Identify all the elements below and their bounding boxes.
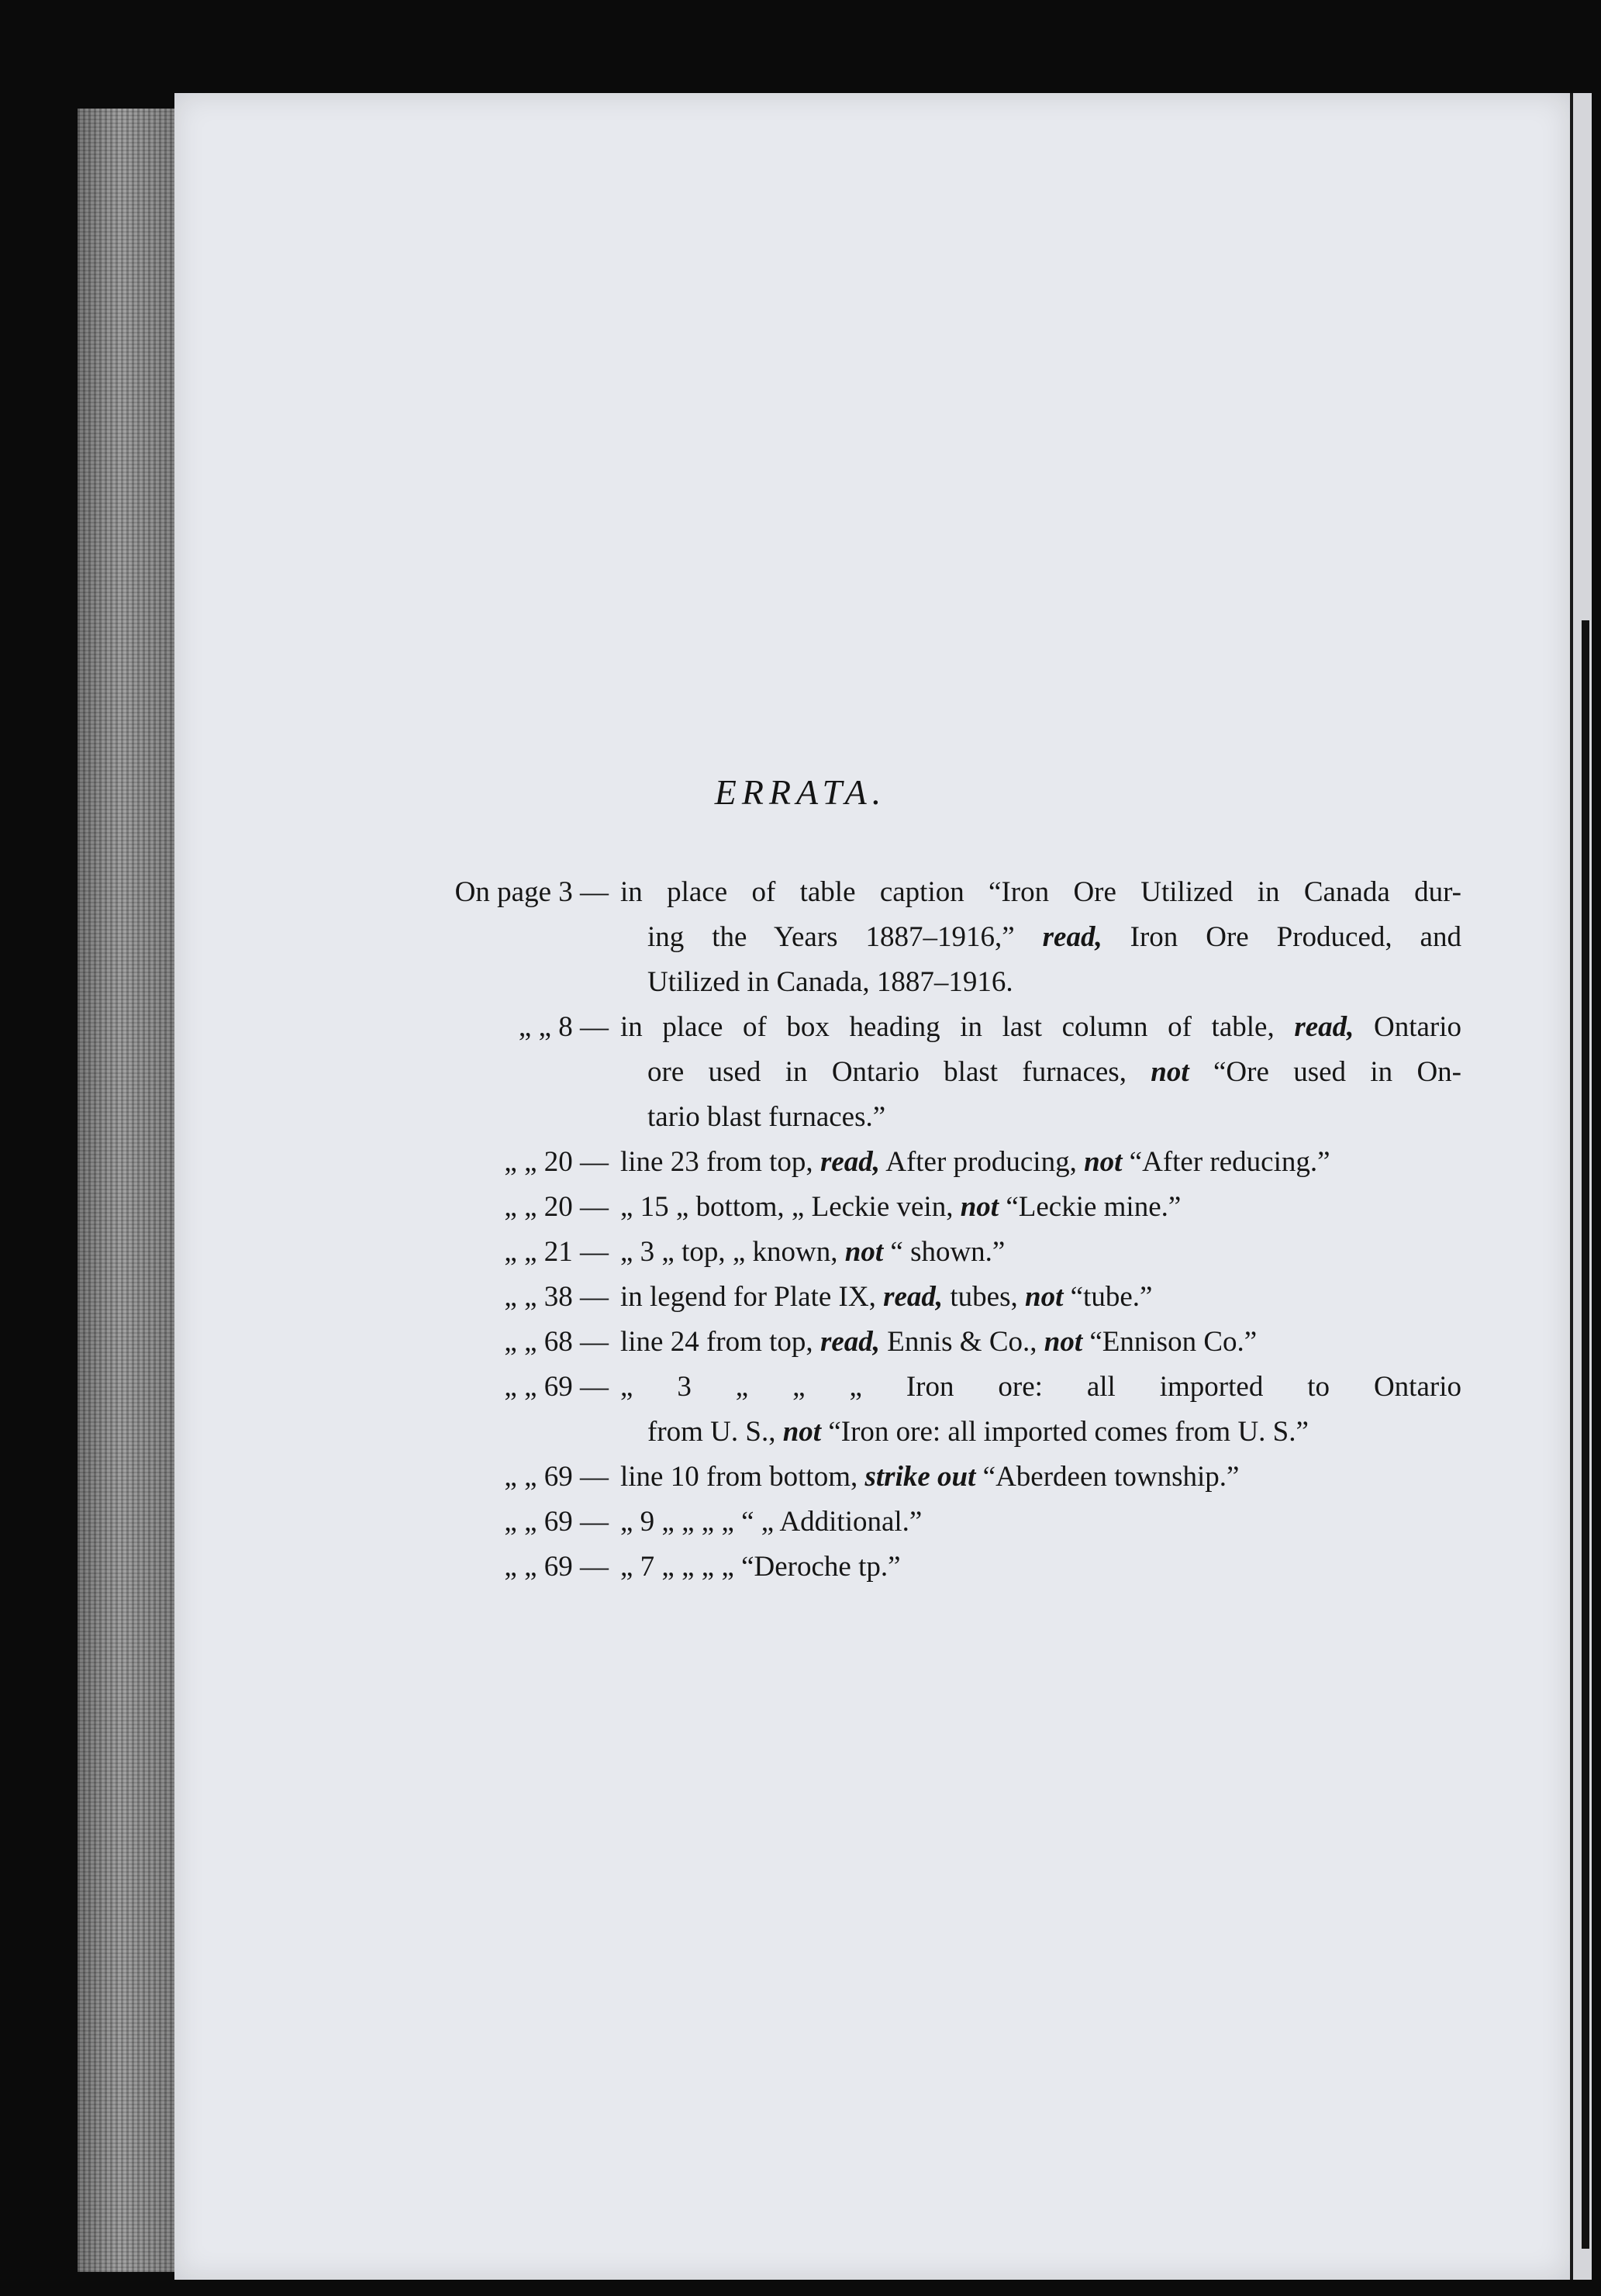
errata-line: [0, 1095, 1601, 1140]
errata-segment: from U. S.,: [647, 1416, 783, 1448]
errata-text: [620, 1005, 1461, 1050]
errata-line: [0, 1455, 1601, 1500]
errata-page-ref: On page 3 —: [454, 876, 609, 908]
errata-page-ref: „ „ 69 —: [504, 1506, 609, 1538]
errata-text: [620, 1500, 922, 1545]
errata-keyword: not: [1044, 1326, 1083, 1358]
errata-keyword: read,: [819, 1326, 881, 1358]
errata-segment: „ 7 „ „ „ „ “Deroche tp.”: [620, 1551, 901, 1583]
errata-text: [647, 915, 1461, 960]
errata-line: [0, 1185, 1601, 1230]
errata-keyword: read,: [819, 1146, 881, 1178]
errata-text: [620, 1455, 1239, 1500]
errata-entry: [0, 1455, 1601, 1500]
errata-page-ref: „ „ 68 —: [504, 1326, 609, 1358]
errata-segment: in place of box heading in last column of table,: [620, 1011, 1295, 1043]
errata-keyword: strike out: [864, 1461, 976, 1493]
errata-segment: in legend for Plate IX,: [620, 1281, 884, 1313]
errata-segment: “Aberdeen township.”: [975, 1461, 1240, 1493]
errata-text: [647, 1410, 1309, 1455]
errata-keyword: not: [1084, 1146, 1123, 1178]
errata-entry: [0, 1275, 1601, 1320]
errata-line: [0, 1050, 1601, 1095]
errata-keyword: read,: [1294, 1011, 1354, 1043]
errata-line: [0, 1410, 1601, 1455]
errata-segment: Ontario: [1354, 1011, 1462, 1043]
errata-line: [0, 915, 1601, 960]
errata-page-ref: „ „ 21 —: [504, 1236, 609, 1268]
errata-segment: ore used in Ontario blast furnaces,: [647, 1056, 1151, 1088]
errata-keyword: read,: [883, 1281, 944, 1313]
errata-segment: “Leckie mine.”: [999, 1191, 1182, 1223]
errata-text: [620, 870, 1461, 915]
errata-line: [0, 1320, 1601, 1365]
errata-list: [0, 870, 1601, 1590]
errata-segment: line 10 from bottom,: [620, 1461, 865, 1493]
errata-line: [0, 1500, 1601, 1545]
errata-segment: „ 9 „ „ „ „ “ „ Additional.”: [620, 1506, 923, 1538]
errata-text: [620, 1185, 1181, 1230]
errata-segment: „ 15 „ bottom, „ Leckie vein,: [620, 1191, 961, 1223]
errata-segment: line 23 from top,: [620, 1146, 820, 1178]
errata-text: [647, 1095, 885, 1140]
errata-segment: tario blast furnaces.”: [647, 1101, 886, 1133]
errata-keyword: not: [1151, 1056, 1189, 1088]
errata-segment: “Ennison Co.”: [1082, 1326, 1258, 1358]
errata-entry: [0, 1320, 1601, 1365]
errata-entry: [0, 1140, 1601, 1185]
errata-segment: tubes,: [943, 1281, 1026, 1313]
errata-text: [620, 1365, 1461, 1410]
errata-line: [0, 1140, 1601, 1185]
errata-line: [0, 1275, 1601, 1320]
errata-page-ref: „ „ 20 —: [504, 1191, 609, 1223]
errata-segment: „ 3 „ top, „ known,: [620, 1236, 845, 1268]
errata-text: [620, 1140, 1330, 1185]
errata-text: [647, 1050, 1461, 1095]
errata-entry: [0, 870, 1601, 1005]
errata-line: [0, 1230, 1601, 1275]
errata-segment: “After reducing.”: [1122, 1146, 1330, 1178]
errata-text: [647, 960, 1013, 1005]
errata-segment: line 24 from top,: [620, 1326, 820, 1358]
page-title: ERRATA.: [714, 772, 887, 812]
errata-segment: “Ore used in On-: [1189, 1056, 1462, 1088]
errata-segment: Ennis & Co.,: [880, 1326, 1044, 1358]
errata-segment: in place of table caption “Iron Ore Utilized in Canada dur-: [620, 876, 1461, 908]
errata-page-ref: „ „ 69 —: [504, 1551, 609, 1583]
errata-line: [0, 1005, 1601, 1050]
errata-page-ref: „ „ 8 —: [518, 1011, 609, 1043]
errata-keyword: not: [960, 1191, 999, 1223]
errata-line: [0, 1365, 1601, 1410]
errata-keyword: not: [782, 1416, 822, 1448]
errata-line: [0, 1545, 1601, 1590]
errata-segment: Utilized in Canada, 1887–1916.: [647, 966, 1013, 998]
errata-entry: [0, 1500, 1601, 1545]
errata-entry: [0, 1185, 1601, 1230]
errata-segment: “Iron ore: all imported comes from U. S.”: [821, 1416, 1309, 1448]
errata-entry: [0, 1545, 1601, 1590]
errata-segment: Iron Ore Produced, and: [1102, 921, 1461, 953]
errata-page-ref: „ „ 69 —: [504, 1371, 609, 1403]
errata-keyword: not: [1025, 1281, 1064, 1313]
errata-text: [620, 1230, 1005, 1275]
errata-text: [620, 1275, 1152, 1320]
errata-segment: After producing,: [880, 1146, 1085, 1178]
errata-segment: ing the Years 1887–1916,”: [647, 921, 1043, 953]
errata-text: [620, 1545, 901, 1590]
errata-line: [0, 960, 1601, 1005]
errata-keyword: not: [844, 1236, 884, 1268]
errata-line: [0, 870, 1601, 915]
errata-segment: “ shown.”: [883, 1236, 1006, 1268]
errata-keyword: read,: [1042, 921, 1102, 953]
errata-entry: [0, 1230, 1601, 1275]
errata-page-ref: „ „ 69 —: [504, 1461, 609, 1493]
errata-entry: [0, 1005, 1601, 1140]
errata-segment: “tube.”: [1063, 1281, 1153, 1313]
errata-text: [620, 1320, 1257, 1365]
errata-page-ref: „ „ 20 —: [504, 1146, 609, 1178]
errata-entry: [0, 1365, 1601, 1455]
errata-page-ref: „ „ 38 —: [504, 1281, 609, 1313]
errata-segment: „ 3 „ „ „ Iron ore: all imported to Ontario: [620, 1371, 1461, 1403]
